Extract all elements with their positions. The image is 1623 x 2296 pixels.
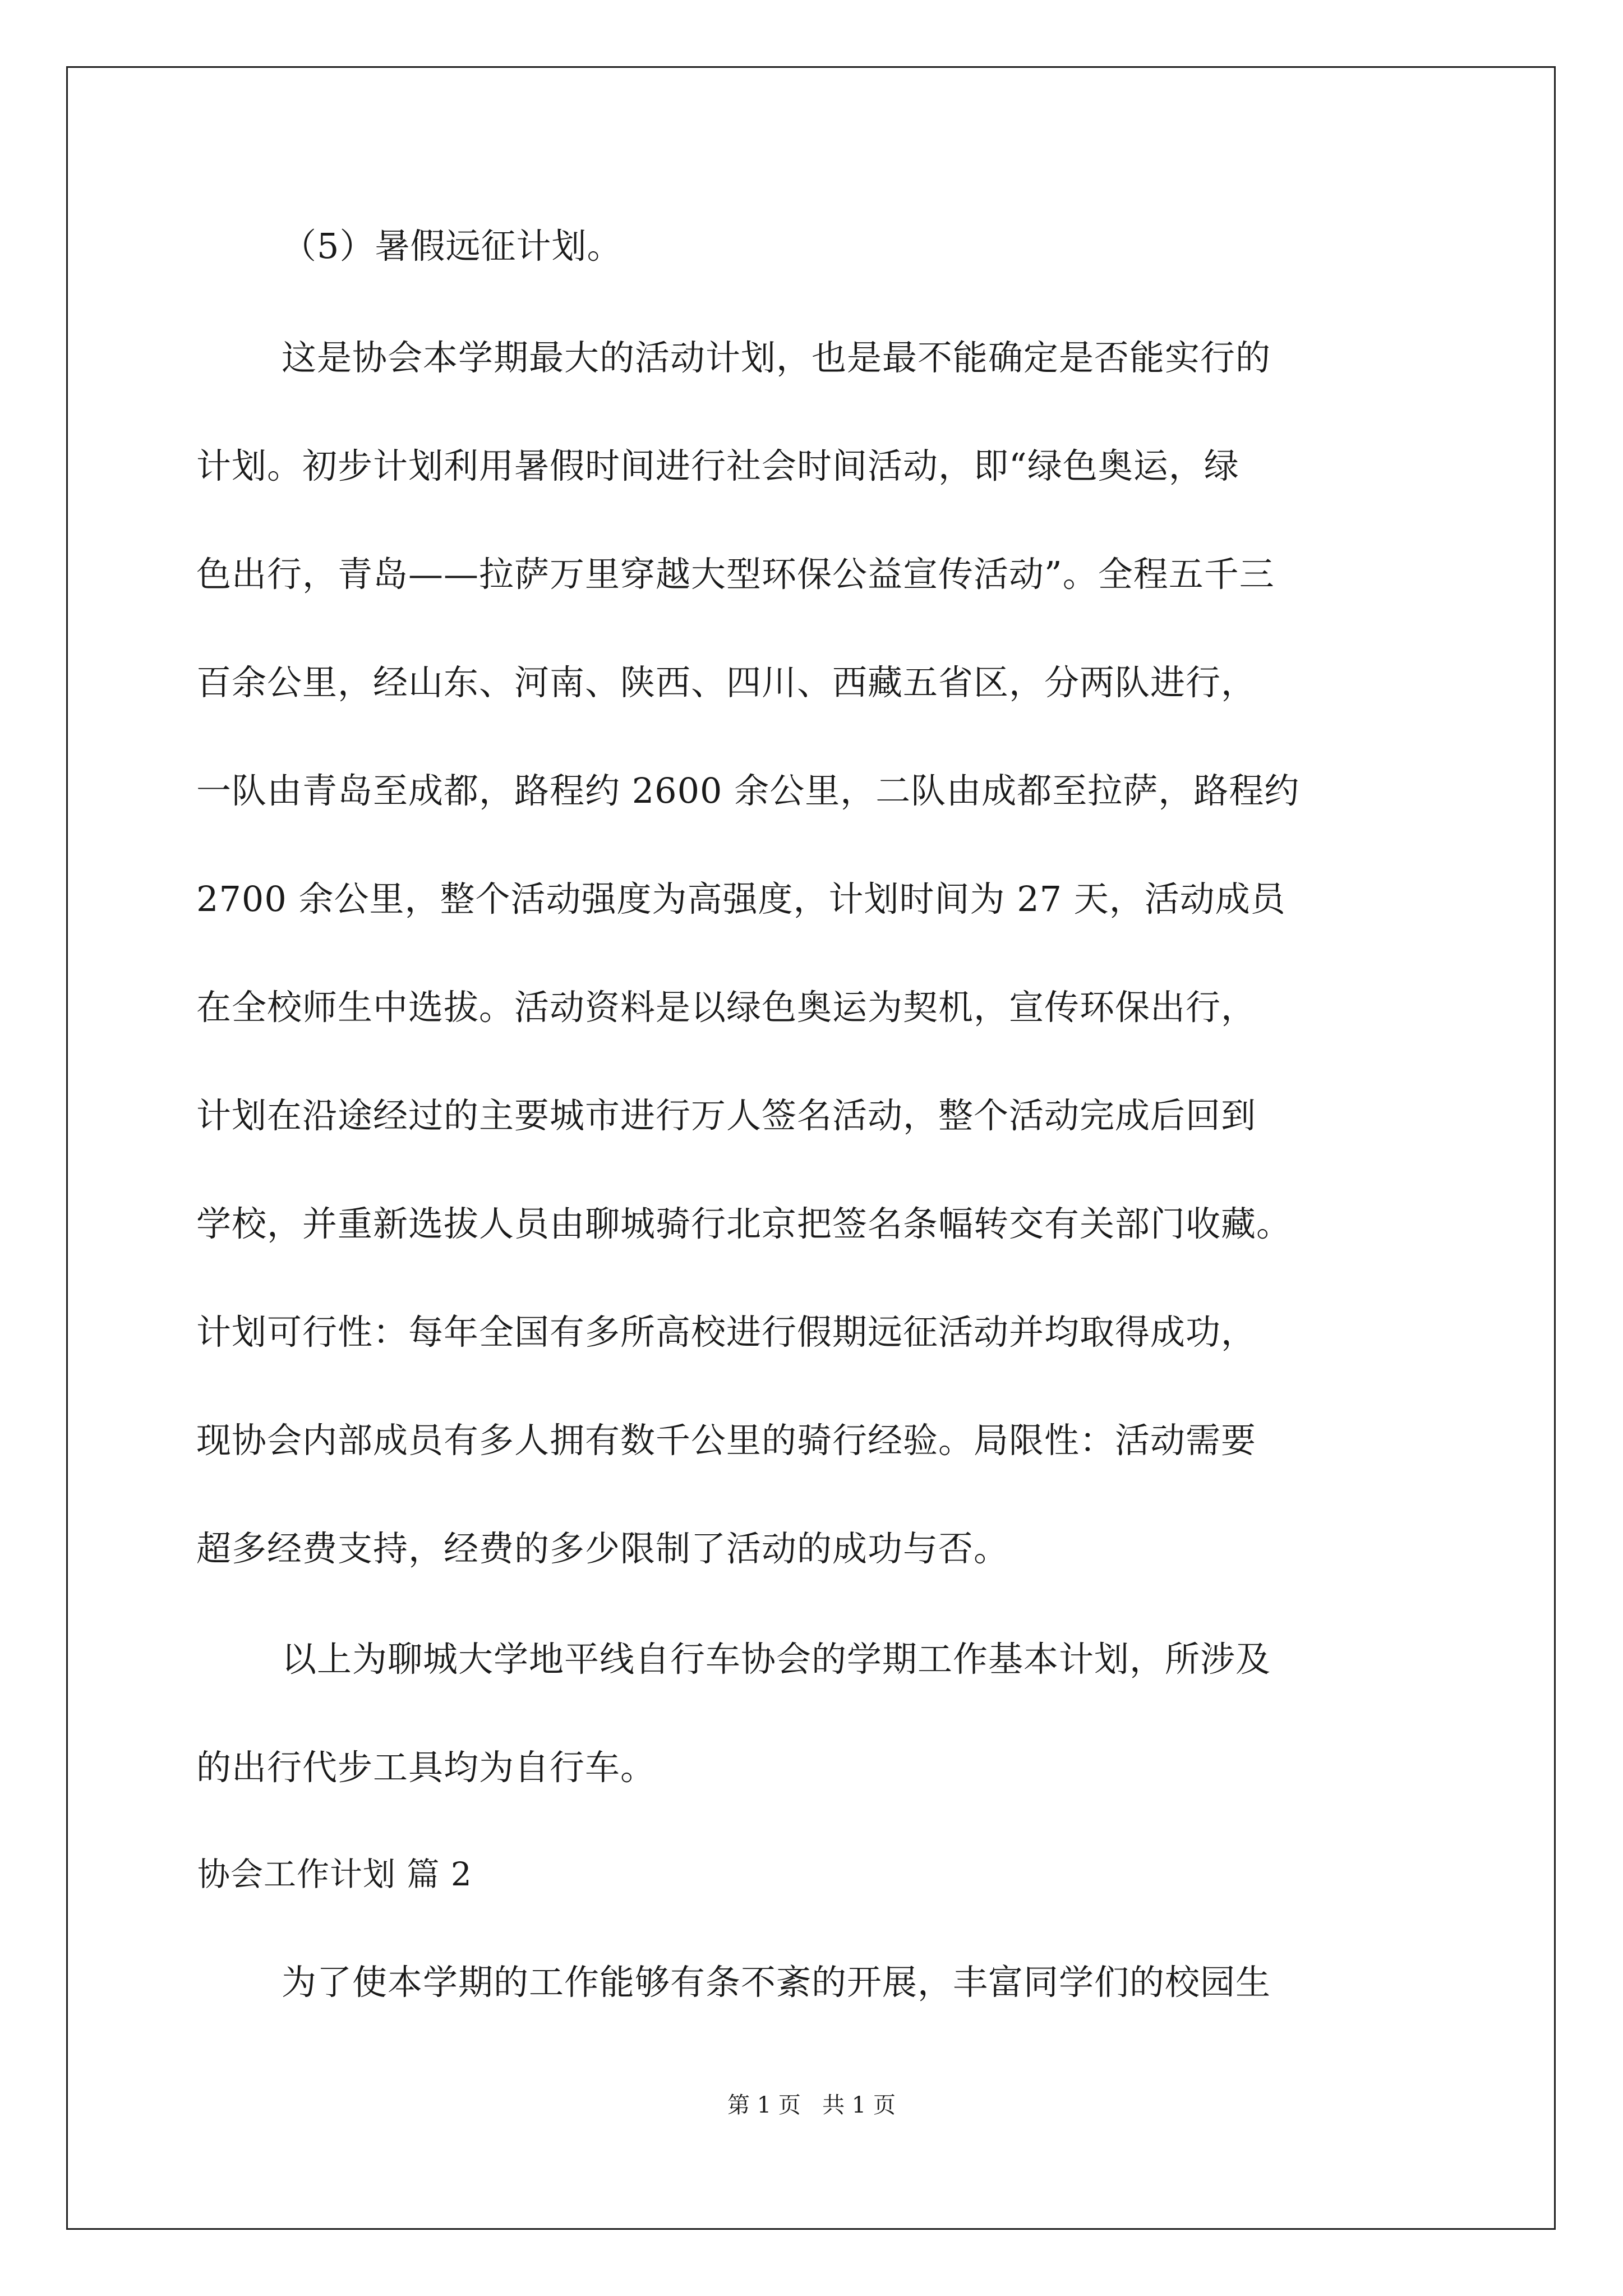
paragraph-line: 计划在沿途经过的主要城市进行万人签名活动，整个活动完成后回到	[196, 1095, 1257, 1136]
paragraph-line: 2700 余公里，整个活动强度为高强度，计划时间为 27 天，活动成员	[196, 878, 1286, 919]
paragraph-line: 现协会内部成员有多人拥有数千公里的骑行经验。局限性：活动需要	[196, 1420, 1257, 1461]
paragraph-line: 为了使本学期的工作能够有条不紊的开展，丰富同学们的校园生	[282, 1962, 1271, 2003]
paragraph-line: 的出行代步工具均为自行车。	[196, 1747, 656, 1788]
page-border	[66, 66, 1556, 2230]
paragraph-line: 以上为聊城大学地平线自行车协会的学期工作基本计划，所涉及	[282, 1639, 1271, 1680]
paragraph-line: 在全校师生中选拔。活动资料是以绿色奥运为契机，宣传环保出行，	[196, 987, 1257, 1028]
paragraph-line: 一队由青岛至成都，路程约 2600 余公里，二队由成都至拉萨，路程约	[196, 770, 1300, 811]
paragraph-line: 计划可行性：每年全国有多所高校进行假期远征活动并均取得成功，	[196, 1312, 1257, 1352]
paragraph-line: 色出行，青岛——拉萨万里穿越大型环保公益宣传活动”。全程五千三	[196, 554, 1275, 595]
page-number-footer: 第 1 页 共 1 页	[727, 2092, 896, 2118]
section-heading-line: （5）暑假远征计划。	[282, 226, 623, 266]
paragraph-line: 超多经费支持，经费的多少限制了活动的成功与否。	[196, 1528, 1009, 1569]
paragraph-line: 计划。初步计划利用暑假时间进行社会时间活动，即“绿色奥运，绿	[196, 445, 1239, 486]
section-title: 协会工作计划 篇 2	[197, 1855, 472, 1893]
paragraph-line: 学校，并重新选拔人员由聊城骑行北京把签名条幅转交有关部门收藏。	[196, 1203, 1292, 1244]
paragraph-line: 百余公里，经山东、河南、陕西、四川、西藏五省区，分两队进行，	[196, 662, 1257, 703]
paragraph-line: 这是协会本学期最大的活动计划，也是最不能确定是否能实行的	[282, 337, 1271, 378]
